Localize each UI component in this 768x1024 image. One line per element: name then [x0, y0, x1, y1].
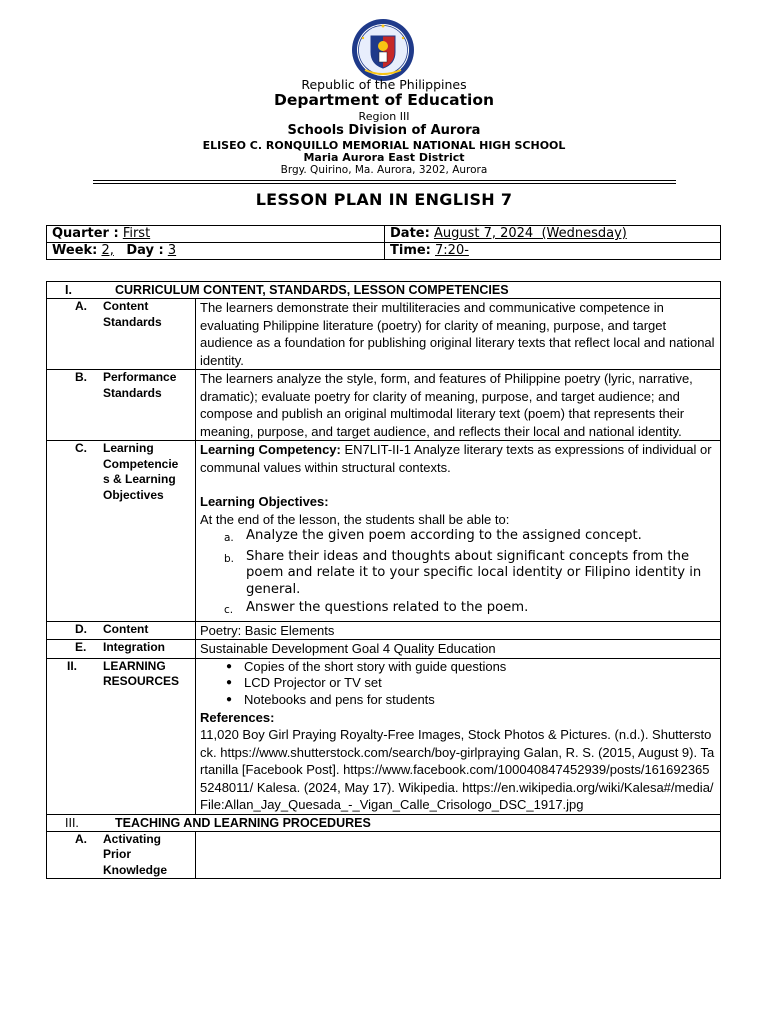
- section-1-header: I. CURRICULUM CONTENT, STANDARDS, LESSON COMPETENCIES: [47, 282, 721, 299]
- content-label: Content: [103, 621, 149, 636]
- competencies-cell: [196, 441, 721, 622]
- header-divider-2: [93, 183, 676, 184]
- references-label: References:: [200, 709, 275, 725]
- table-row: B. Performance Standards The learners analyze the style, form, and features of Philippine poetry (lyric, narrative, dramatic); evaluate poetry for clarity of meaning, purpose, and target audience; and compose and publish an original multimodal literary text (poem) that represents their meaning, purpose, and target audience, and reflects their local and national identity.: [47, 370, 721, 441]
- activating-prior-knowledge-cell: [196, 831, 721, 879]
- quarter-value: First: [122, 226, 151, 241]
- competency-text: EN7LIT-II-1 Analyze literary texts as expressions of individual or communal values within structural contexts.: [200, 442, 712, 475]
- learning-resources-label: LEARNING RESOURCES: [103, 658, 180, 688]
- content-text: Poetry: Basic Elements: [196, 621, 721, 640]
- resources-list: [200, 659, 716, 709]
- school-name: ELISEO C. RONQUILLO MEMORIAL NATIONAL HIGH SCHOOL: [202, 139, 566, 152]
- activating-prior-knowledge-label: Activating Prior Knowledge: [103, 831, 168, 877]
- competency-label: Learning Competency:: [200, 442, 341, 457]
- table-row: A. Content Standards The learners demonstrate their multiliteracies and communicative competence in evaluating Philippine literature (poetry) for clarity of meaning, purpose, and target audience as a foundation for publishing original literary texts that reflect local and national identity.: [47, 299, 721, 370]
- date-cell: Date: August 7, 2024 (Wednesday): [385, 226, 721, 243]
- quarter-cell: Quarter : First: [47, 226, 385, 243]
- deped-seal-logo: [351, 18, 415, 82]
- list-item: ● Notebooks and pens for students: [225, 692, 435, 708]
- header-divider: [93, 180, 676, 181]
- division-name: Schools Division of Aurora: [287, 123, 481, 138]
- week-value: 2,: [101, 243, 114, 258]
- lesson-info-table: [46, 225, 721, 260]
- table-row: E. Integration Sustainable Development Goal 4 Quality Education: [47, 640, 721, 659]
- table-row: C. Learning Competencie s & Learning Objectives Learning Competency: EN7LIT-II-1 Analyze literary texts as expressions of individual or communal values within structural contexts. Learning Objectives: At the end of the lesson, the students shall be able to: a. Analyze the given poem according to the assigned concept. b. Share their ideas and thoughts about significant concepts from the poem and relate it to your specific local identity or Filipino identity in general. c. Answer the questions related to the poem.: [47, 441, 721, 622]
- week-day-cell: Week: 2, Day : 3: [47, 243, 385, 260]
- list-item: ● Copies of the short story with guide questions: [225, 658, 507, 674]
- school-address: Brgy. Quirino, Ma. Aurora, 3202, Aurora: [280, 164, 488, 176]
- section-3-header: III. TEACHING AND LEARNING PROCEDURES: [47, 814, 721, 831]
- date-value: August 7, 2024 (Wednesday): [433, 226, 627, 241]
- list-item: a. Analyze the given poem according to the assigned concept.: [224, 528, 642, 544]
- department-name: Department of Education: [273, 91, 495, 109]
- list-item: b. Share their ideas and thoughts about significant concepts from the poem and relate it to your specific local identity or Filipino identity in general.: [224, 548, 702, 597]
- competencies-label: Learning Competencie s & Learning Objectives: [103, 441, 179, 502]
- region-line: Region III: [358, 110, 410, 123]
- table-row: II. LEARNING RESOURCES ● Copies of the short story with guide questions ● LCD Projector or TV set ● Notebooks and pens for students References: 11,020 Boy Girl Praying Royalty-Free Images, Stock Photos & Pictures. (n.d.). Shutterstock. https://www.shutterstock.com/search/boy-girlpraying Galan, R. S. (2015, August 9). Tartanilla [Facebook Post]. https://www.facebook.com/100040847452939/posts/1616923655248011/ Kalesa. (2024, May 17). Wikipedia. https://en.wikipedia.org/wiki/Kalesa#/media/File:Allan_Jay_Quesada_-_Vigan_Calle_Crisologo_DSC_1917.jpg: [47, 658, 721, 814]
- time-value: 7:20-: [435, 243, 469, 258]
- district-name: Maria Aurora East District: [303, 151, 465, 164]
- content-standards-label: Content Standards: [103, 299, 162, 329]
- objectives-label: Learning Objectives:: [200, 494, 329, 509]
- list-item: ● LCD Projector or TV set: [225, 675, 382, 691]
- republic-line: Republic of the Philippines: [301, 77, 467, 92]
- performance-standards-label: Performance Standards: [103, 370, 177, 400]
- learning-resources-cell: [196, 658, 721, 814]
- table-row: A. Activating Prior Knowledge: [47, 831, 721, 879]
- objectives-intro: At the end of the lesson, the students shall be able to:: [200, 511, 510, 527]
- page-title: LESSON PLAN IN ENGLISH 7: [255, 190, 513, 209]
- day-value: 3: [167, 243, 177, 258]
- time-cell: Time: 7:20-: [385, 243, 721, 260]
- integration-text: Sustainable Development Goal 4 Quality Education: [196, 640, 721, 659]
- references-text: 11,020 Boy Girl Praying Royalty-Free Images, Stock Photos & Pictures. (n.d.). Shutterstock. https://www.shutterstock.com/search/boy-girlpraying Galan, R. S. (2015, August 9). Tartanilla [Facebook Post]. https://www.facebook.com/100040847452939/posts/1616923655248011/ Kalesa. (2024, May 17). Wikipedia. https://en.wikipedia.org/wiki/Kalesa#/media/File:Allan_Jay_Quesada_-_Vigan_Calle_Crisologo_DSC_1917.jpg: [200, 727, 715, 813]
- performance-standards-text: The learners analyze the style, form, and features of Philippine poetry (lyric, narrative, dramatic); evaluate poetry for clarity of meaning, purpose, and target audience; and compose and publish an original multimodal literary text (poem) that represents their meaning, purpose, and target audience, and reflects their local and national identity.: [196, 370, 721, 441]
- lesson-plan-table: [46, 281, 721, 879]
- content-standards-text: The learners demonstrate their multiliteracies and communicative competence in evaluating Philippine literature (poetry) for clarity of meaning, purpose, and target audience as a foundation for publishing original literary texts that reflect local and national identity.: [196, 299, 721, 370]
- objectives-list: [200, 528, 716, 619]
- table-row: D. Content Poetry: Basic Elements: [47, 621, 721, 640]
- list-item: c. Answer the questions related to the poem.: [224, 600, 529, 616]
- integration-label: Integration: [103, 640, 165, 654]
